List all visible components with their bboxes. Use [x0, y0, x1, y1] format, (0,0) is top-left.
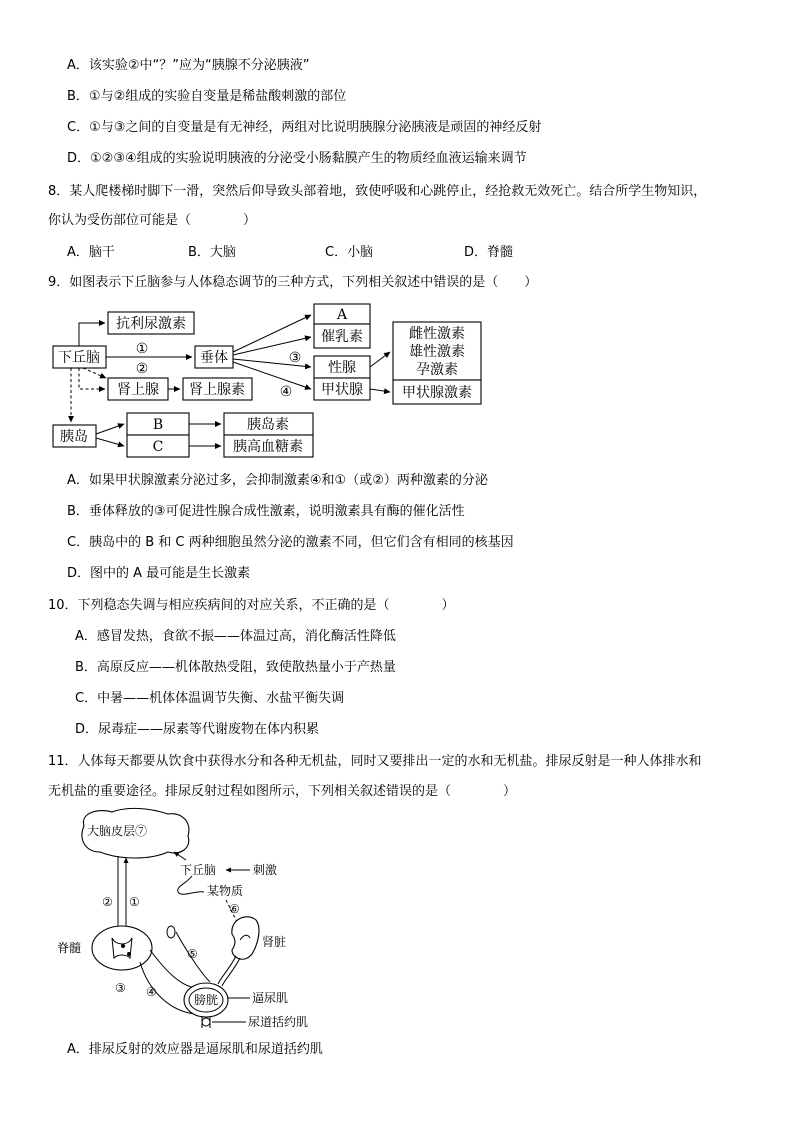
- q9-label-sex-hormone-3: 孕激素: [416, 362, 458, 378]
- q11-label-detrusor: 逼尿肌: [252, 991, 289, 1005]
- q11-label-spinal: 脊髓: [57, 941, 82, 955]
- q9-label-adrenal: 肾上腺: [117, 382, 159, 398]
- q10-option-a: A．感冒发热，食欲不振——体温过高，消化酶活性降低: [75, 629, 396, 644]
- q11-label-n4: ④: [146, 985, 157, 999]
- q11-label-cortex: 大脑皮层⑦: [87, 824, 148, 838]
- q7-option-d: D．①②③④组成的实验说明胰液的分泌受小肠黏膜产生的物质经血液运输来调节: [67, 151, 527, 166]
- q9-label-prolactin: 催乳素: [321, 329, 363, 345]
- q9-label-n1: ①: [135, 341, 149, 357]
- q8-stem-line2: 你认为受伤部位可能是（ ）: [48, 213, 257, 228]
- q11-label-n1: ①: [129, 895, 140, 909]
- q9-label-sex-hormone-2: 雄性激素: [409, 344, 465, 360]
- q10-option-b: B．高原反应——机体散热受阻，致使散热量小于产热量: [75, 660, 396, 675]
- q8-option-d: D．脊髓: [464, 245, 514, 260]
- q11-label-substance: 某物质: [207, 884, 244, 898]
- q11-option-a: A．排尿反射的效应器是逼尿肌和尿道括约肌: [67, 1042, 323, 1057]
- q7-option-a: A．该实验②中“？”应为“胰腺不分泌胰液”: [67, 58, 310, 73]
- q10-option-d: D．尿毒症——尿素等代谢废物在体内积累: [75, 722, 320, 737]
- q9-label-insulin: 胰岛素: [247, 417, 289, 433]
- q11-label-bladder: 膀胱: [194, 993, 219, 1007]
- q9-label-adrenaline: 肾上腺素: [189, 382, 245, 398]
- q10-stem: 10．下列稳态失调与相应疾病间的对应关系，不正确的是（ ）: [48, 598, 455, 613]
- q11-label-hypothalamus: 下丘脑: [180, 863, 217, 877]
- q11-label-n2: ②: [102, 895, 113, 909]
- q9-option-a: A．如果甲状腺激素分泌过多，会抑制激素④和①（或②）两种激素的分泌: [67, 473, 488, 488]
- q11-label-stimulus: 刺激: [253, 863, 278, 877]
- q9-option-c: C．胰岛中的 B 和 C 两种细胞虽然分泌的激素不同，但它们含有相同的核基因: [67, 535, 514, 550]
- q9-label-hypothalamus: 下丘脑: [58, 350, 100, 366]
- q9-label-pituitary: 垂体: [200, 350, 228, 366]
- q9-option-b: B．垂体释放的③可促进性腺合成性激素，说明激素具有酶的催化活性: [67, 504, 465, 519]
- q9-label-thyroxine: 甲状腺激素: [402, 385, 472, 401]
- q9-label-glucagon: 胰高血糖素: [233, 439, 303, 455]
- q8-option-c: C．小脑: [325, 245, 374, 260]
- q9-label-box-c: C: [152, 439, 164, 455]
- q11-label-sphincter: 尿道括约肌: [248, 1015, 309, 1029]
- q11-stem-line1: 11．人体每天都要从饮食中获得水分和各种无机盐，同时又要排出一定的水和无机盐。排尿反射是一种人体排水和: [48, 754, 702, 769]
- q9-label-box-b: B: [152, 417, 164, 433]
- q10-option-c: C．中暑——机体体温调节失衡、水盐平衡失调: [75, 691, 345, 706]
- q8-option-a: A．脑干: [67, 245, 115, 260]
- q7-option-b: B．①与②组成的实验自变量是稀盐酸刺激的部位: [67, 89, 347, 104]
- q8-stem-line1: 8．某人爬楼梯时脚下一滑，突然后仰导致头部着地，致使呼吸和心跳停止，经抢救无效死亡。结合所学生物知识，: [48, 184, 707, 199]
- q9-label-gonad: 性腺: [328, 360, 356, 376]
- q9-label-n4: ④: [279, 384, 293, 400]
- q9-label-sex-hormone-1: 雌性激素: [409, 326, 465, 342]
- q7-option-c: C．①与③之间的自变量是有无神经，两组对比说明胰腺分泌胰液是顽固的神经反射: [67, 120, 542, 135]
- q9-stem: 9．如图表示下丘脑参与人体稳态调节的三种方式，下列相关叙述中错误的是（ ）: [48, 275, 538, 290]
- q9-label-adh: 抗利尿激素: [116, 316, 186, 332]
- q11-stem-line2: 无机盐的重要途径。排尿反射过程如图所示，下列相关叙述错误的是（ ）: [48, 784, 517, 799]
- q9-label-n2: ②: [135, 361, 149, 377]
- q8-option-b: B．大脑: [188, 245, 236, 260]
- q11-label-kidney: 肾脏: [262, 935, 287, 949]
- q11-label-n3: ③: [115, 981, 126, 995]
- q11-label-n6: ⑥: [229, 902, 240, 916]
- q9-label-islet: 胰岛: [60, 429, 88, 445]
- q9-label-n3: ③: [288, 350, 302, 366]
- q9-label-thyroid: 甲状腺: [321, 382, 363, 398]
- q9-option-d: D．图中的 A 最可能是生长激素: [67, 566, 251, 581]
- q9-label-box-a: A: [336, 307, 348, 323]
- q11-label-n5: ⑤: [187, 947, 198, 961]
